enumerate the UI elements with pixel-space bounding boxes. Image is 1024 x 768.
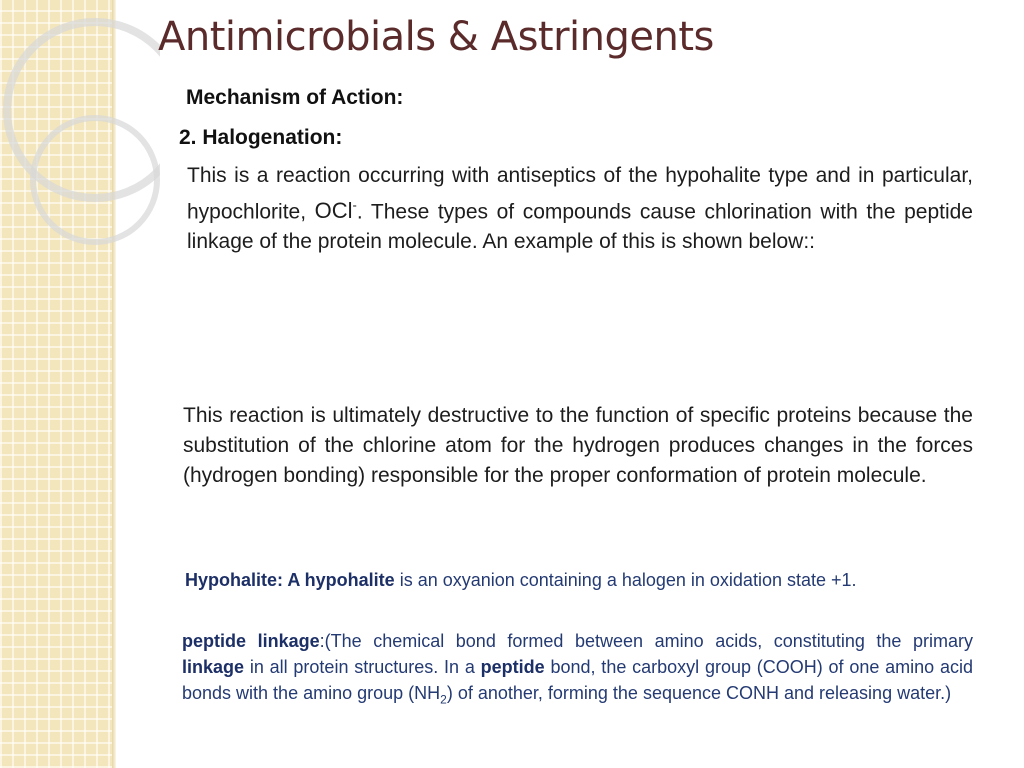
hypohalite-term: Hypohalite: A hypohalite: [185, 570, 395, 590]
para1-text-b: . These types of compounds cause chlorination with the peptide linkage of the protein molecule. An example of this is shown below::: [187, 200, 973, 254]
halogenation-heading: 2. Halogenation:: [179, 126, 343, 149]
hypohalite-note: [185, 567, 971, 593]
ring-small: [33, 118, 157, 242]
mechanism-heading: Mechanism of Action:: [186, 86, 404, 109]
halogenation-paragraph: [187, 161, 973, 257]
formula-ocl-charge: -: [352, 198, 357, 213]
destructive-paragraph: This reaction is ultimately destructive to the function of specific proteins because the substitution of the chlorine atom for the hydrogen produces changes in the forces (hydrogen bonding) responsible for the proper conformation of protein molecule.: [183, 404, 973, 487]
decorative-rings: [0, 0, 160, 300]
peptide-term: peptide linkage: [182, 631, 320, 651]
nh2-subscript: 2: [440, 692, 447, 707]
peptide-bold-linkage: linkage: [182, 657, 245, 677]
peptide-text-3: bond, the carboxyl group (COOH) of one amino acid bonds with the amino group (NH: [182, 657, 974, 703]
formula-ocl-text: OCl: [314, 198, 353, 224]
peptide-bold-peptide: peptide: [480, 657, 545, 677]
formula-ocl: [315, 198, 357, 223]
slide-title: Antimicrobials & Astringents: [158, 14, 714, 60]
peptide-note: [182, 628, 973, 713]
peptide-text-1: :(The chemical bond formed between amino acids, constituting the primary: [319, 631, 974, 651]
ring-large: [7, 22, 160, 198]
para1-text-a: This is a reaction occurring with antiseptics of the hypohalite type and in particular, hypochlorite,: [187, 164, 973, 224]
peptide-text-4: ) of another, forming the sequence CONH and releasing water.): [446, 683, 952, 703]
hypohalite-definition: is an oxyanion containing a halogen in oxidation state +1.: [394, 570, 857, 590]
peptide-text-2: in all protein structures. In a: [244, 657, 481, 677]
